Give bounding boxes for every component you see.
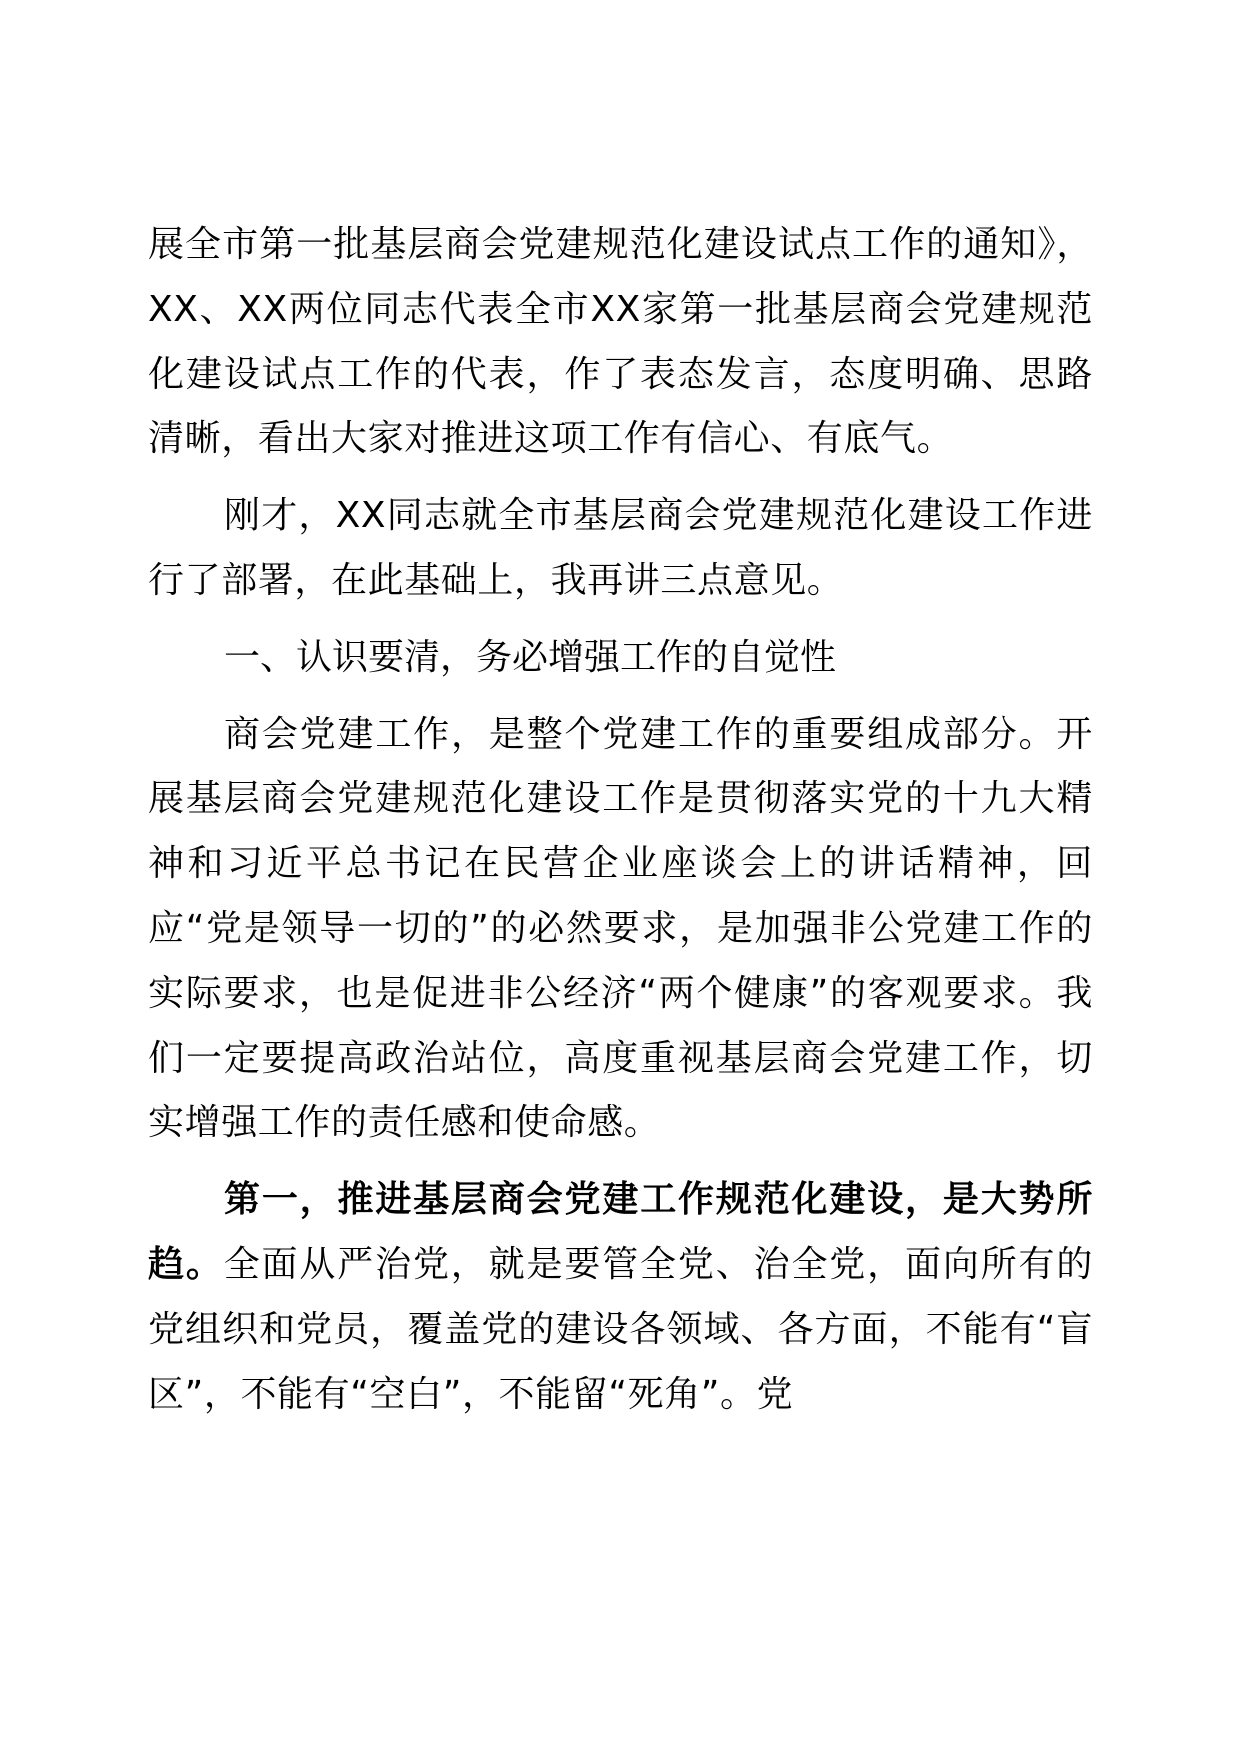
paragraph-deployment: 刚才，XX同志就全市基层商会党建规范化建设工作进行了部署，在此基础上，我再讲三点意见。 (148, 495, 1093, 601)
paragraph-continuation: 展全市第一批基层商会党建规范化建设试点工作的通知》，XX、XX两位同志代表全市XX家第一批基层商会党建规范化建设试点工作的代表，作了表态发言，态度明确、思路清晰，看出大家对推进这项工作有信心、有底气。 (148, 224, 1093, 460)
first-point-body: 全面从严治党，就是要管全党、治全党，面向所有的党组织和党员，覆盖党的建设各领域、各方面，不能有“盲区”，不能有“空白”，不能留“死角”。党 (148, 1243, 1093, 1415)
section-heading-1: 一、认识要清，务必增强工作的自觉性 (224, 636, 837, 678)
paragraph-importance: 商会党建工作，是整个党建工作的重要组成部分。开展基层商会党建规范化建设工作是贯彻落实党的十九大精神和习近平总书记在民营企业座谈会上的讲话精神，回应“党是领导一切的”的必然要求，是加强非公党建工作的实际要求，也是促进非公经济“两个健康”的客观要求。我们一定要提高政治站位，高度重视基层商会党建工作，切实增强工作的责任感和使命感。 (148, 713, 1093, 1144)
document-body (148, 213, 1093, 1427)
paragraph-first-point (148, 1168, 1093, 1427)
first-point-lead: 第一，推进基层商会党建工作规范化建设，是大势所趋。 (148, 1179, 1093, 1285)
